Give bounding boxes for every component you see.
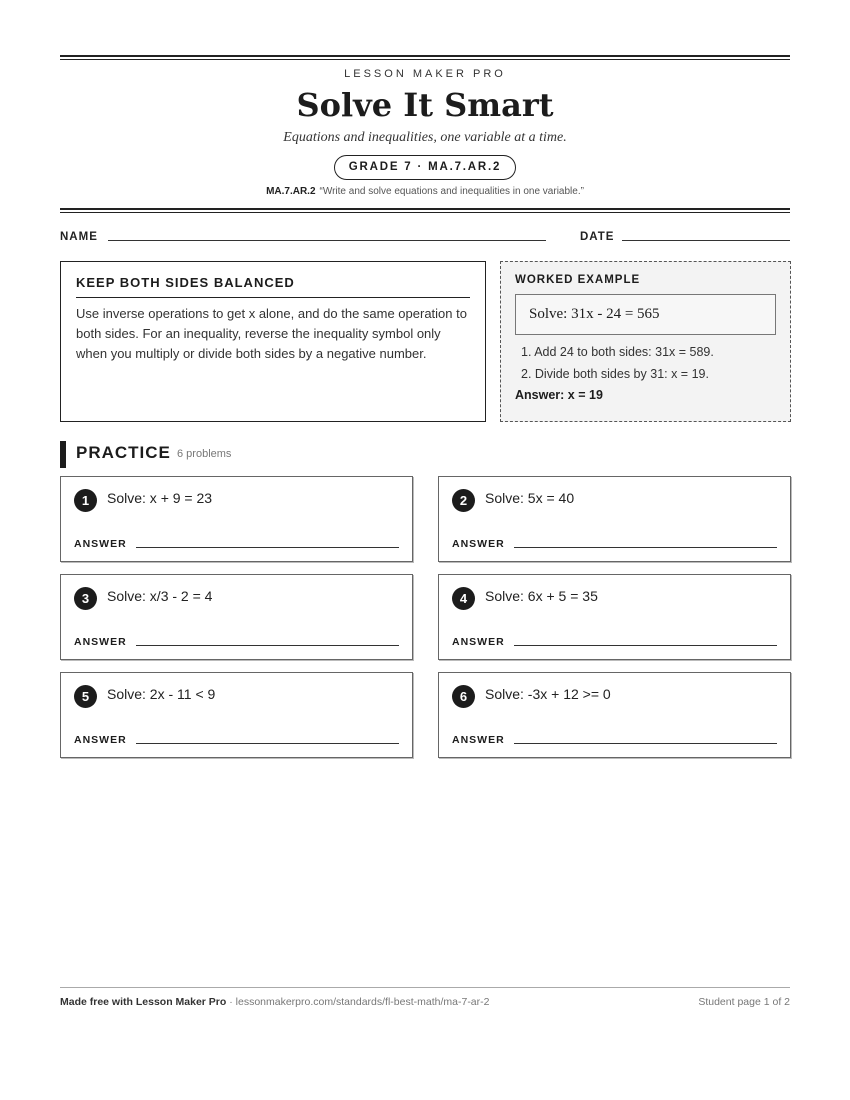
- problem-card: [60, 476, 413, 562]
- worksheet-subtitle: Equations and inequalities, one variable at a time.: [283, 130, 567, 145]
- answer-label: ANSWER: [452, 734, 505, 746]
- answer-label: ANSWER: [74, 636, 127, 648]
- footer-rule: [60, 987, 790, 988]
- balance-tip-text: Use inverse operations to get x alone, and do the same operation to both sides. For an inequality, reverse the inequality symbol only when you multiply or divide both sides by a negative number.: [76, 306, 467, 361]
- header-top-rule: [60, 55, 790, 60]
- problem-number-badge: 4: [452, 587, 475, 610]
- problem-card: [60, 574, 413, 660]
- footer-made-with: Made free with Lesson Maker Pro: [60, 996, 227, 1008]
- problem-card: [438, 574, 791, 660]
- problem-text: Solve: 2x - 11 < 9: [107, 686, 216, 702]
- problem-card: [60, 672, 413, 758]
- worked-step: 2. Divide both sides by 31: x = 19.: [521, 367, 709, 381]
- worked-example-answer: Answer: x = 19: [515, 388, 603, 402]
- footer-page-number: Student page 1 of 2: [698, 996, 790, 1008]
- problem-number-badge: 3: [74, 587, 97, 610]
- answer-field[interactable]: [136, 547, 399, 548]
- problem-text: Solve: -3x + 12 >= 0: [485, 686, 611, 702]
- name-date-row: [60, 229, 790, 245]
- problem-text: Solve: 5x = 40: [485, 490, 575, 506]
- footer-url[interactable]: · lessonmakerpro.com/standards/fl-best-math/ma-7-ar-2: [226, 996, 490, 1008]
- worked-step: 1. Add 24 to both sides: 31x = 589.: [521, 345, 714, 359]
- problem-number-badge: 6: [452, 685, 475, 708]
- standard-line: [60, 185, 790, 199]
- problem-card: [438, 476, 791, 562]
- balance-tip-box: [60, 261, 486, 422]
- problem-number-badge: 5: [74, 685, 97, 708]
- worksheet-title: Solve It Smart: [296, 86, 554, 124]
- practice-count: 6 problems: [177, 448, 232, 460]
- standard-text: “Write and solve equations and inequalities in one variable.”: [319, 186, 584, 197]
- date-label: DATE: [580, 231, 615, 243]
- answer-field[interactable]: [514, 547, 777, 548]
- answer-field[interactable]: [136, 743, 399, 744]
- date-field[interactable]: [622, 240, 790, 241]
- worked-example-box: [500, 261, 791, 422]
- problem-text: Solve: 6x + 5 = 35: [485, 588, 598, 604]
- answer-field[interactable]: [514, 743, 777, 744]
- standard-code: MA.7.AR.2: [266, 186, 316, 197]
- name-field[interactable]: [108, 240, 546, 241]
- grade-badge: GRADE 7 · MA.7.AR.2: [334, 155, 516, 180]
- answer-label: ANSWER: [74, 538, 127, 550]
- balance-tip-title: KEEP BOTH SIDES BALANCED: [76, 275, 470, 298]
- footer: [60, 995, 790, 1009]
- worked-example-equation: Solve: 31x - 24 = 565: [515, 294, 776, 335]
- answer-label: ANSWER: [74, 734, 127, 746]
- worked-example-title: WORKED EXAMPLE: [515, 274, 641, 286]
- problem-text: Solve: x/3 - 2 = 4: [107, 588, 213, 604]
- practice-accent-bar: [60, 441, 66, 468]
- answer-field[interactable]: [136, 645, 399, 646]
- name-label: NAME: [60, 231, 98, 243]
- answer-label: ANSWER: [452, 538, 505, 550]
- answer-field[interactable]: [514, 645, 777, 646]
- worked-example-steps: [515, 341, 776, 385]
- answer-label: ANSWER: [452, 636, 505, 648]
- problem-number-badge: 1: [74, 489, 97, 512]
- header-bottom-rule: [60, 208, 790, 213]
- problem-text: Solve: x + 9 = 23: [107, 490, 213, 506]
- brand-name: LESSON MAKER PRO: [344, 68, 506, 80]
- problem-card: [438, 672, 791, 758]
- worksheet-header: [60, 66, 790, 199]
- problem-number-badge: 2: [452, 489, 475, 512]
- practice-title: PRACTICE: [76, 443, 171, 462]
